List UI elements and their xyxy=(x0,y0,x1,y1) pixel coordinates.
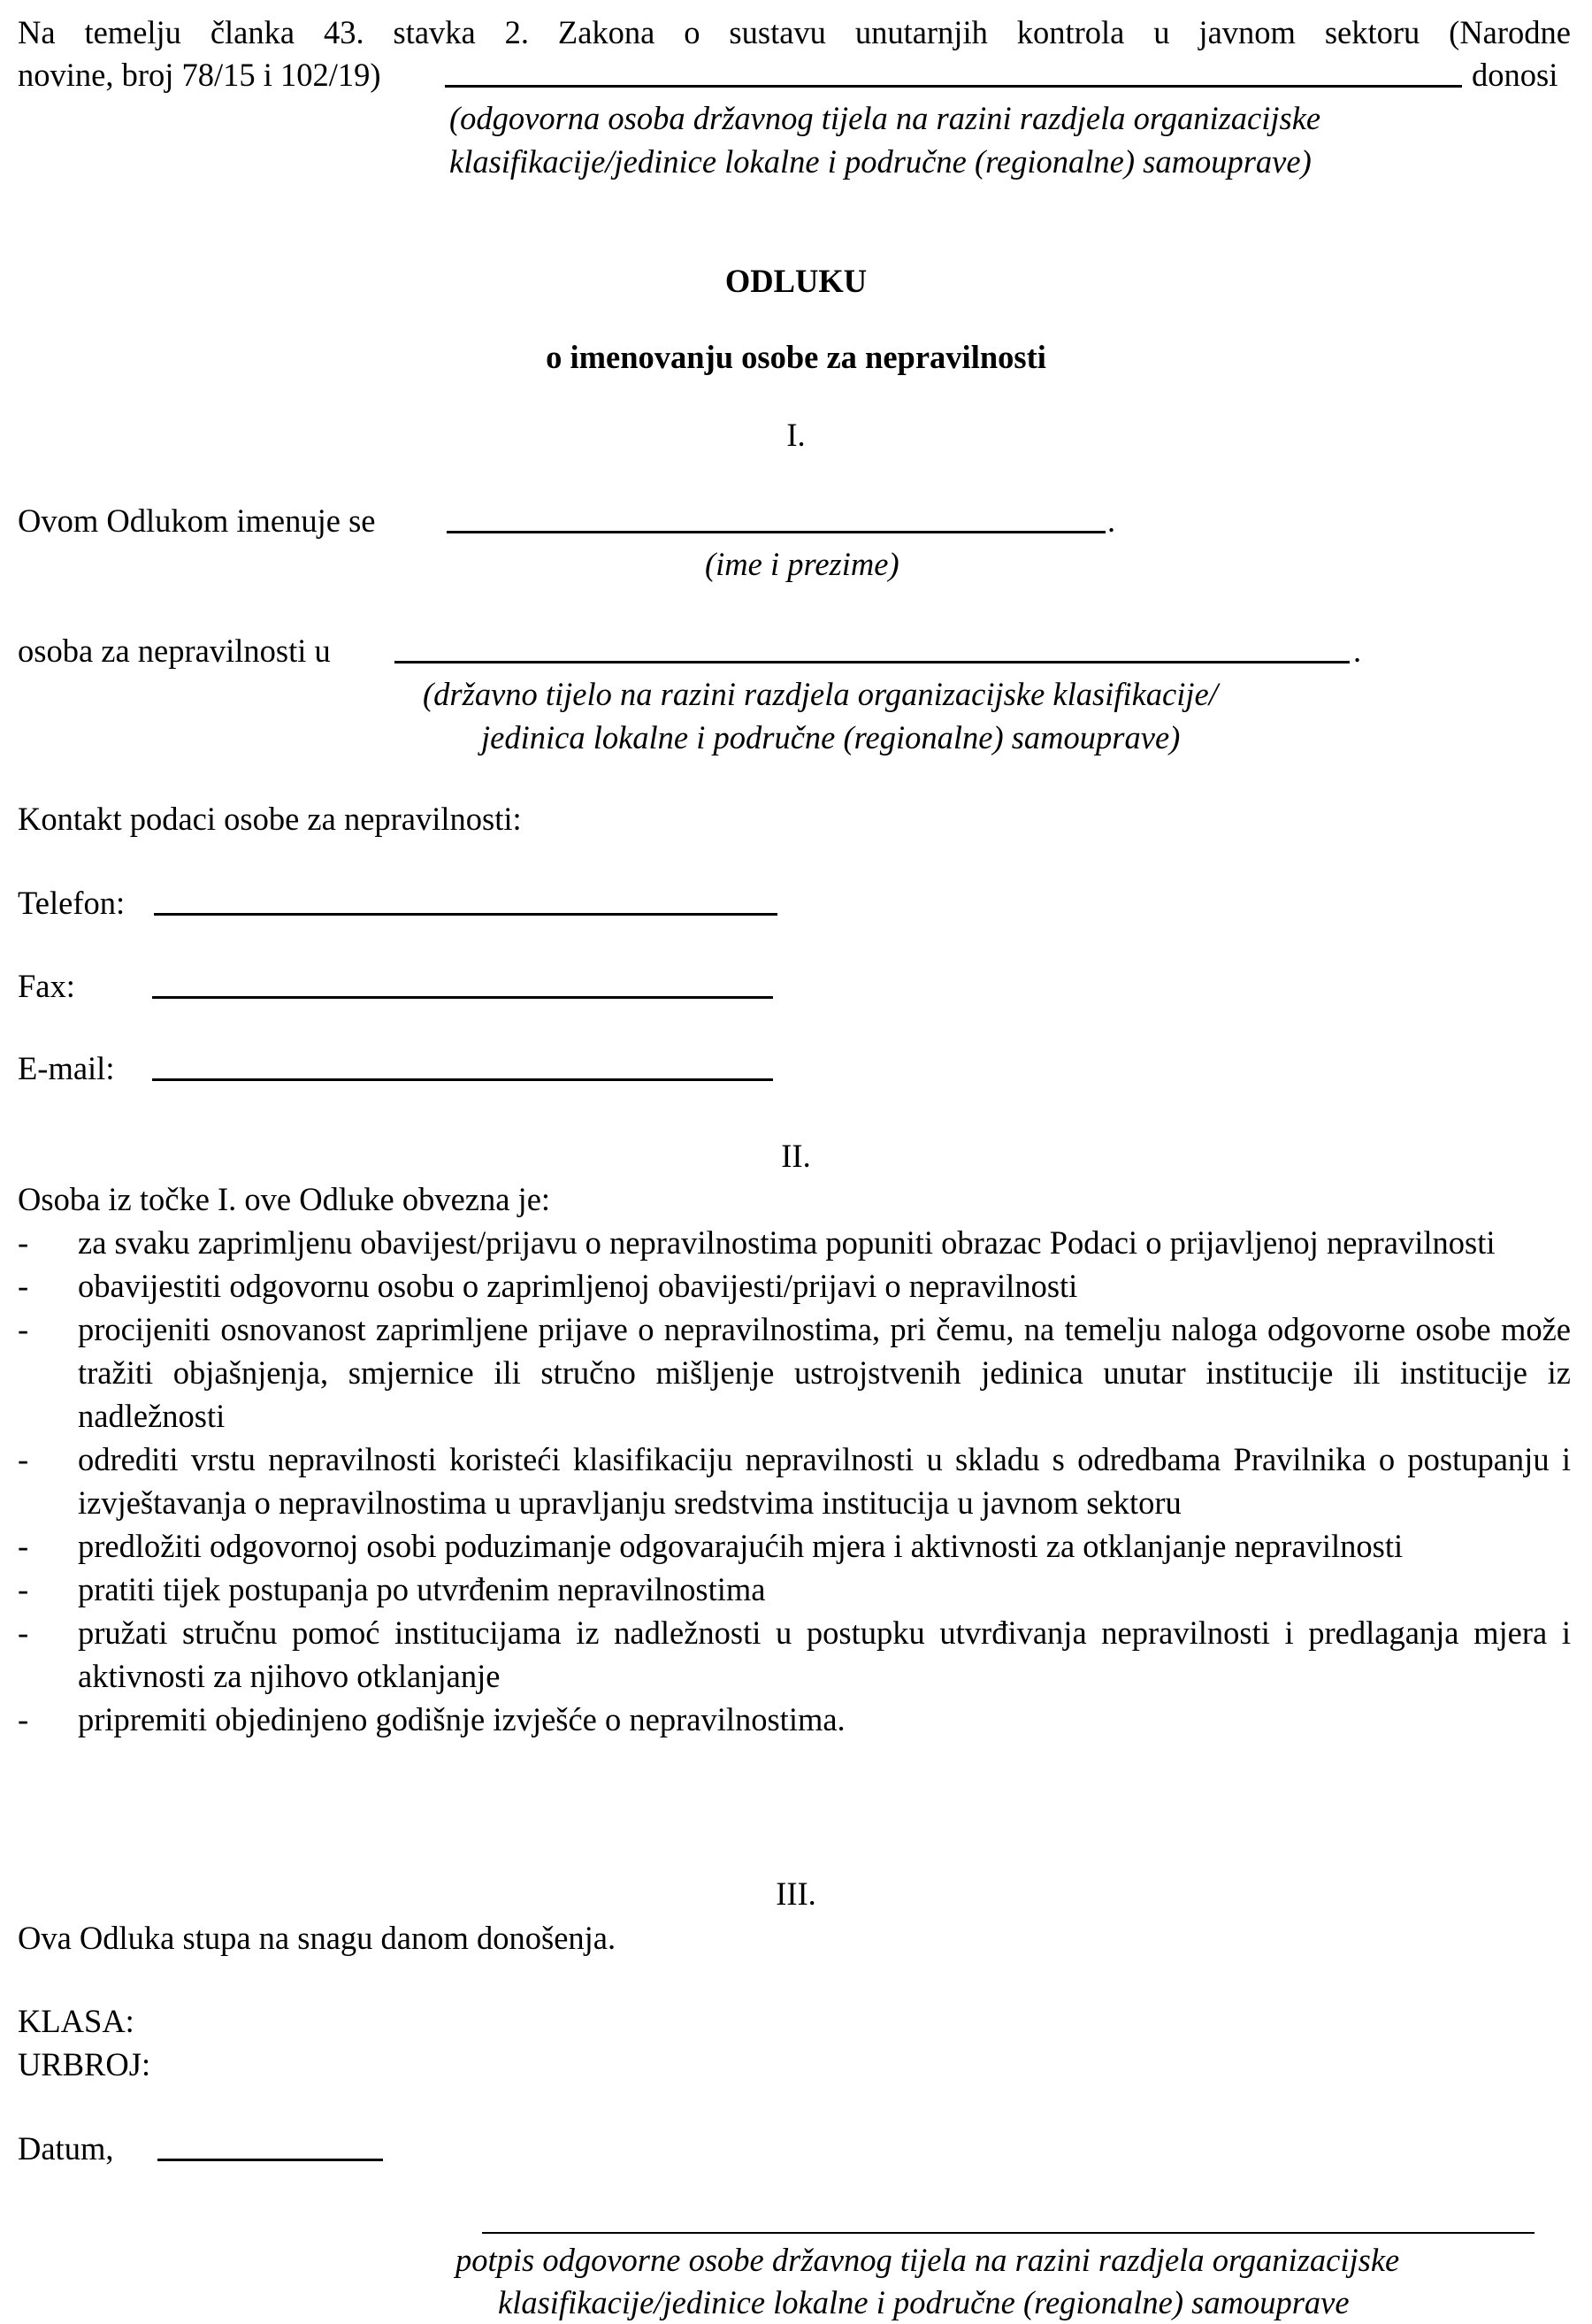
bullet-dash: - xyxy=(18,1268,29,1304)
institution-hint-1: (državno tijelo na razini razdjela organizacijske klasifikacije/ xyxy=(423,676,1218,712)
email-label: E-mail: xyxy=(18,1050,115,1086)
list-item xyxy=(18,1524,1571,1568)
appoint-prefix: Ovom Odlukom imenuje se xyxy=(18,502,376,539)
preamble-line-2-prefix: novine, broj 78/15 i 102/19) xyxy=(18,57,381,93)
fax-field[interactable] xyxy=(152,966,773,999)
klasa-label: KLASA: xyxy=(18,2003,134,2039)
preamble-line-2-suffix: donosi xyxy=(1472,57,1558,93)
list-item-text: pratiti tijek postupanja po utvrđenim nepravilnostima xyxy=(78,1571,766,1607)
responsible-person-blank[interactable] xyxy=(445,55,1462,88)
datum-label: Datum, xyxy=(18,2130,114,2167)
bullet-dash: - xyxy=(18,1701,29,1737)
list-item xyxy=(18,1698,1571,1741)
bullet-dash: - xyxy=(18,1571,29,1607)
duties-list xyxy=(18,1221,1571,1741)
list-item-text: pripremiti objedinjeno godišnje izvješće o nepravilnostima. xyxy=(78,1701,846,1737)
list-item-text: pružati stručnu pomoć institucijama iz nadležnosti u postupku utvrđivanja nepravilnosti i predlaganja mjera i aktivnosti za njihovo otklanjanje xyxy=(78,1615,1571,1694)
list-item-text: procijeniti osnovanost zaprimljene prijave o nepravilnostima, pri čemu, na temelju naloga odgovorne osobe može tražiti objašnjenja, smjernice ili stručno mišljenje ustrojstvenih jedinica unutar institucije ili institucije iz nadležnosti xyxy=(78,1311,1571,1434)
list-item-text: za svaku zaprimljenu obavijest/prijavu o nepravilnostima popuniti obrazac Podaci o prijavljenoj nepravilnosti xyxy=(78,1224,1496,1261)
section-1-numeral: I. xyxy=(786,417,806,453)
signature-hint-2: klasifikacije/jedinice lokalne i područne (regionalne) samouprave xyxy=(498,2284,1350,2320)
section-3-numeral: III. xyxy=(776,1875,816,1912)
name-blank[interactable] xyxy=(447,501,1106,533)
list-item xyxy=(18,1438,1571,1524)
urbroj-label: URBROJ: xyxy=(18,2046,151,2082)
phone-field[interactable] xyxy=(154,883,777,916)
list-item xyxy=(18,1611,1571,1698)
list-item-text: obavijestiti odgovornu osobu o zaprimljenoj obavijesti/prijavi o nepravilnosti xyxy=(78,1268,1078,1304)
email-field[interactable] xyxy=(152,1048,773,1081)
signature-line[interactable] xyxy=(482,2232,1535,2234)
section-3-text: Ova Odluka stupa na snagu danom donošenja. xyxy=(18,1920,616,1956)
bullet-dash: - xyxy=(18,1224,29,1261)
list-item xyxy=(18,1221,1571,1264)
role-prefix: osoba za nepravilnosti u xyxy=(18,633,331,669)
section-2-intro: Osoba iz točke I. ove Odluke obvezna je: xyxy=(18,1181,551,1217)
list-item xyxy=(18,1264,1571,1308)
list-item xyxy=(18,1308,1571,1438)
bullet-dash: - xyxy=(18,1441,29,1477)
responsible-person-hint-2: klasifikacije/jedinice lokalne i područne (regionalne) samouprave) xyxy=(449,143,1312,180)
contact-heading: Kontakt podaci osobe za nepravilnosti: xyxy=(18,801,522,837)
bullet-dash: - xyxy=(18,1615,29,1651)
role-suffix: . xyxy=(1353,633,1362,669)
institution-blank[interactable] xyxy=(394,631,1350,663)
list-item xyxy=(18,1568,1571,1611)
date-blank[interactable] xyxy=(157,2128,383,2161)
signature-hint-1: potpis odgovorne osobe državnog tijela na razini razdjela organizacijske xyxy=(455,2242,1400,2278)
appoint-suffix: . xyxy=(1107,502,1116,539)
bullet-dash: - xyxy=(18,1311,29,1347)
name-hint: (ime i prezime) xyxy=(705,546,899,582)
bullet-dash: - xyxy=(18,1528,29,1564)
list-item-text: predložiti odgovornoj osobi poduzimanje odgovarajućih mjera i aktivnosti za otklanjanje nepravilnosti xyxy=(78,1528,1404,1564)
institution-hint-2: jedinica lokalne i područne (regionalne) samouprave) xyxy=(481,719,1181,755)
section-2-numeral: II. xyxy=(781,1138,811,1174)
phone-label: Telefon: xyxy=(18,885,126,921)
responsible-person-hint-1: (odgovorna osoba državnog tijela na razini razdjela organizacijske xyxy=(449,100,1321,136)
document-subtitle: o imenovanju osobe za nepravilnosti xyxy=(546,339,1046,375)
list-item-text: odrediti vrstu nepravilnosti koristeći klasifikaciju nepravilnosti u skladu s odredbama Pravilnika o postupanju i izvještavanja o nepravilnostima u upravljanju sredstvima institucija u javnom sektoru xyxy=(78,1441,1571,1521)
fax-label: Fax: xyxy=(18,968,75,1004)
document-title: ODLUKU xyxy=(724,263,868,299)
preamble-line-1: Na temelju članka 43. stavka 2. Zakona o sustavu unutarnjih kontrola u javnom sektoru (Narodne xyxy=(18,14,1571,50)
